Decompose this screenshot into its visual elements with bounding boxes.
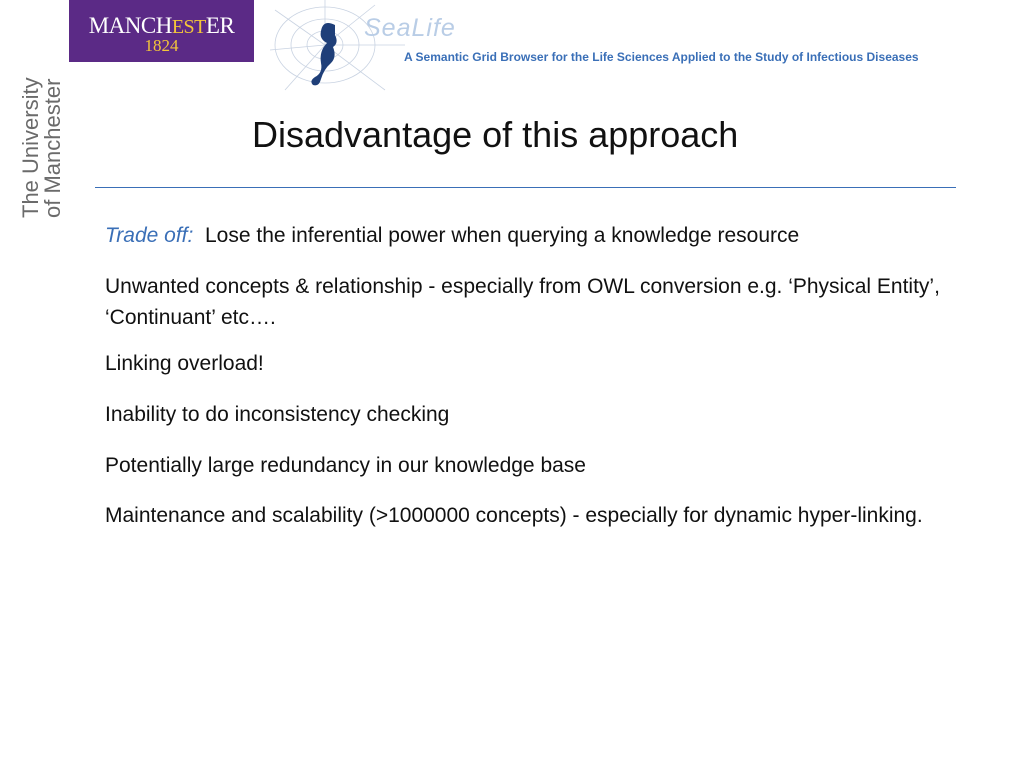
point-redundancy: Potentially large redundancy in our knowledge base — [105, 454, 586, 477]
point-unwanted-concepts: Unwanted concepts & relationship - especially from OWL conversion e.g. ‘Physical Entity’, ‘Continuant’ etc…. — [105, 275, 940, 329]
slide-title: Disadvantage of this approach — [252, 114, 739, 155]
project-subtitle: A Semantic Grid Browser for the Life Sciences Applied to the Study of Infectious Diseases — [404, 50, 919, 64]
university-vertical-label — [20, 58, 70, 218]
tradeoff-paragraph — [105, 220, 885, 251]
manchester-logo — [69, 0, 254, 62]
tradeoff-label: Trade off: — [105, 224, 194, 247]
point-inconsistency-checking: Inability to do inconsistency checking — [105, 403, 450, 426]
university-line-2: of Manchester — [40, 78, 65, 218]
point-maintenance-scalability: Maintenance and scalability (>1000000 concepts) - especially for dynamic hyper-linking. — [105, 504, 923, 527]
sealife-wordmark: SeaLife — [364, 14, 456, 42]
university-line-1: The University — [18, 77, 43, 218]
tradeoff-text: Lose the inferential power when querying a knowledge resource — [205, 224, 800, 247]
logo-name: MANCHESTER — [88, 13, 235, 38]
logo-year: 1824 — [144, 36, 179, 55]
title-divider — [95, 187, 956, 188]
point-linking-overload: Linking overload! — [105, 352, 264, 375]
